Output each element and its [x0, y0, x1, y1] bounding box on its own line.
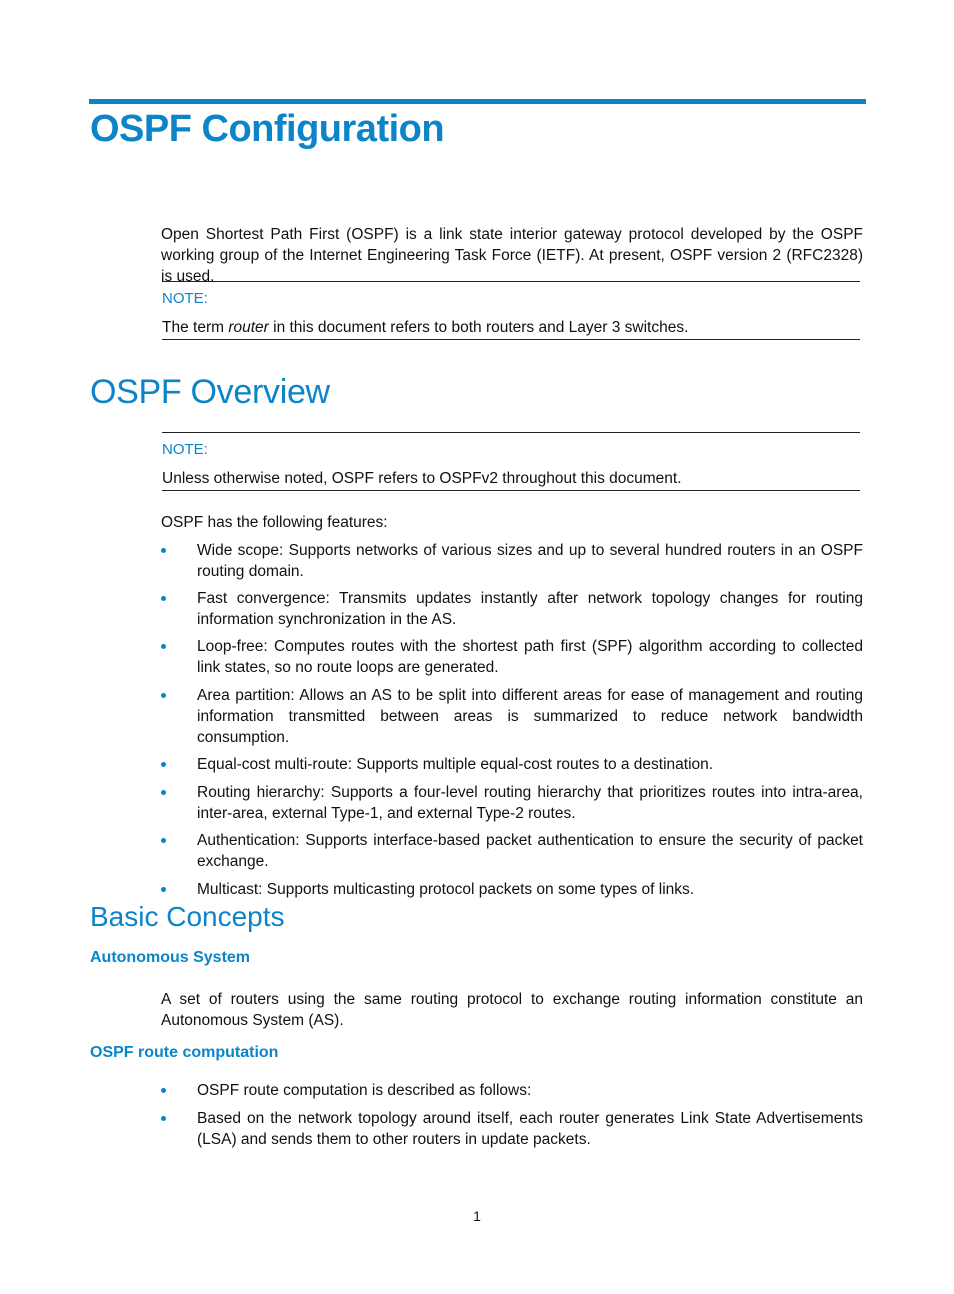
- intro-paragraph: Open Shortest Path First (OSPF) is a link state interior gateway protocol developed by the OSPF working group of the Internet Engineering Task Force (IETF). At present, OSPF version 2 (RFC2328) is used.: [161, 226, 863, 285]
- section-heading-basic-concepts: Basic Concepts: [90, 901, 285, 932]
- list-item: Routing hierarchy: Supports a four-level routing hierarchy that prioritizes routes into intra-area, inter-area, external Type-1, and external Type-2 routes.: [161, 782, 863, 824]
- note-text: Unless otherwise noted, OSPF refers to OSPFv2 throughout this document.: [162, 470, 682, 487]
- bullet-icon: [161, 693, 166, 698]
- list-item: Area partition: Allows an AS to be split into different areas for ease of management and routing information transmitted between areas is summarized to reduce network bandwidth consumption.: [161, 685, 863, 748]
- list-item: Authentication: Supports interface-based packet authentication to ensure the security of packet exchange.: [161, 830, 863, 872]
- feature-list: [161, 540, 863, 900]
- features-lead: OSPF has the following features:: [161, 514, 388, 531]
- bullet-icon: [161, 838, 166, 843]
- note-box-ospfv2: [162, 432, 860, 491]
- page-number: 1: [473, 1208, 481, 1224]
- list-item: Fast convergence: Transmits updates instantly after network topology changes for routing information synchronization in the AS.: [161, 588, 863, 630]
- bullet-icon: [161, 644, 166, 649]
- bullet-icon: [161, 1088, 166, 1093]
- list-item: Loop-free: Computes routes with the shortest path first (SPF) algorithm according to collected link states, so no route loops are generated.: [161, 636, 863, 678]
- list-item: OSPF route computation is described as follows:: [161, 1080, 863, 1101]
- note-label: NOTE:: [162, 290, 208, 307]
- route-computation-list: [161, 1080, 863, 1150]
- list-item: Multicast: Supports multicasting protocol packets on some types of links.: [161, 879, 863, 900]
- autonomous-system-paragraph: A set of routers using the same routing protocol to exchange routing information constitute an Autonomous System (AS).: [161, 991, 863, 1029]
- subheading-autonomous-system: Autonomous System: [90, 949, 251, 966]
- list-item: Wide scope: Supports networks of various sizes and up to several hundred routers in an OSPF routing domain.: [161, 540, 863, 582]
- list-item: Equal-cost multi-route: Supports multiple equal-cost routes to a destination.: [161, 754, 863, 775]
- bullet-icon: [161, 762, 166, 767]
- note-text: The term router in this document refers to both routers and Layer 3 switches.: [162, 319, 689, 336]
- note-box-router: [162, 281, 860, 340]
- note-label: NOTE:: [162, 441, 208, 458]
- title-rule: [89, 99, 866, 104]
- page-title: OSPF Configuration: [90, 108, 445, 150]
- section-heading-overview: OSPF Overview: [90, 373, 330, 411]
- subheading-route-computation: OSPF route computation: [90, 1044, 279, 1061]
- bullet-icon: [161, 887, 166, 892]
- bullet-icon: [161, 548, 166, 553]
- note-emphasis: router: [228, 319, 269, 336]
- bullet-icon: [161, 596, 166, 601]
- bullet-icon: [161, 790, 166, 795]
- bullet-icon: [161, 1116, 166, 1121]
- list-item: Based on the network topology around itself, each router generates Link State Advertisements (LSA) and sends them to other routers in update packets.: [161, 1108, 863, 1150]
